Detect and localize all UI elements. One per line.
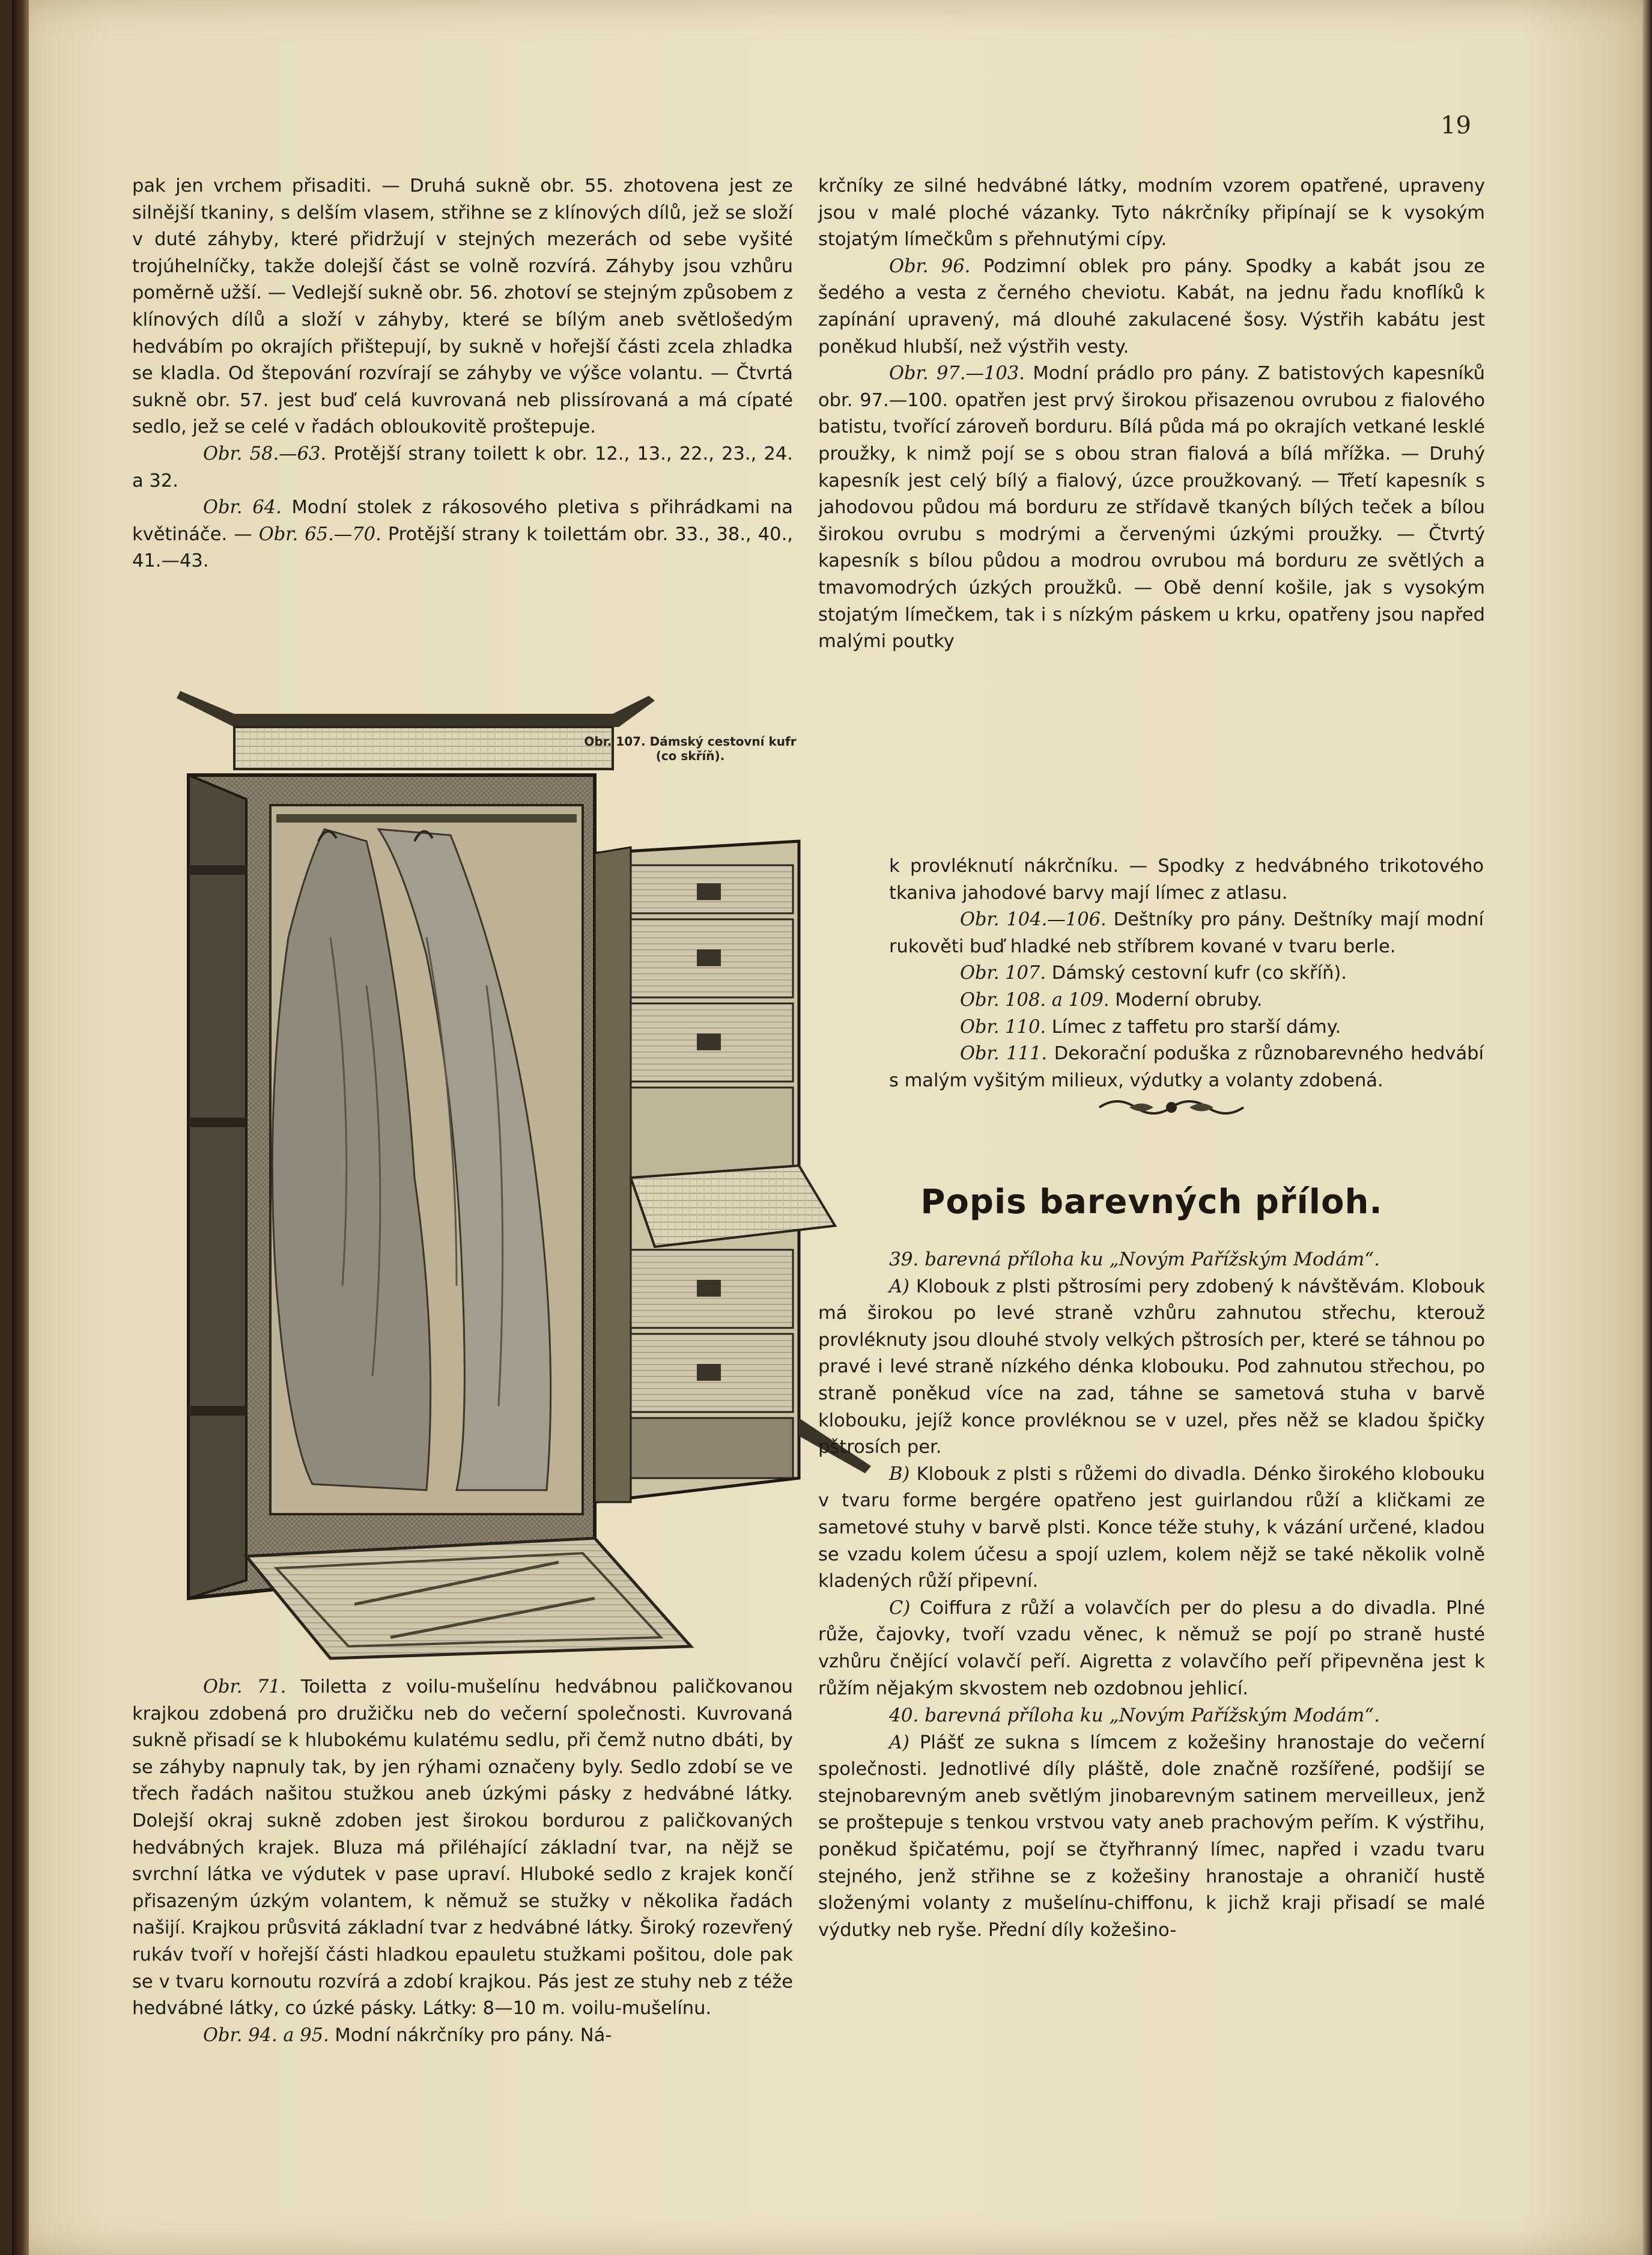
plate-subheading bbox=[818, 1246, 1485, 1274]
paragraph-text: Deštníky pro pány. Deštníky mají modní rukověti buď hladké neb stříbrem kované v tvaru berle. bbox=[889, 909, 1484, 957]
paragraph: krčníky ze silné hedvábné látky, modním vzorem opatřené, upraveny jsou v malé ploché vázanky. Tyto nákrčníky připínají se k vysokým stojatým límečkům s přehnutými cípy. bbox=[818, 175, 1485, 251]
paragraph-text: Toiletta z voilu-mušelínu hedvábnou paličkovanou krajkou zdobená pro družičku neb do večerní společnosti. Kuvrovaná sukně přisadí se k hlubokému kulatému sedlu, při čemž nutno dbáti, by se záhyby napnuly tak, by jen rýhami označeny byly. Sedlo zdobí se ve třech řadách našitou stužkou aneb úzkými pásky z hedvábné látky. Dolejší okraj sukně zdoben jest širokou bordurou z paličkovaných hedvábných krajek. Bluza má přiléhající základní tvar, na nějž se svrchní látka ve výdutek v pase upraví. Hluboké sedlo z krajek končí přisazeným úzkým volantem, k němuž se stužky v několika řadách našijí. Krajkou průsvitá základní tvar z hedvábné látky. Široký rozevřený rukáv tvoří v hořejší části hladkou epauletu stužkami pošitou, dole pak se v tvaru kornoutu rozvírá a zdobí krajkou. Pás jest ze stuhy neb z téže hedvábné látky, co úzké pásky. Látky: 8—10 m. voilu-mušelínu. bbox=[132, 1676, 794, 2019]
paragraph bbox=[818, 1730, 1485, 1944]
paragraph-text: Modní prádlo pro pány. Z batistových kapesníků obr. 97.—100. opatřen jest prvý širokou přisazenou ovrubou z fialového batistu, tvořící zároveň borduru. Bílá půda má po okrajích vetkané lesklé proužky, k nimž pojí se s obou stran fialová a bílá mřížka. — Druhý kapesník jest celý bílý a fialový, úzce proužkovaný. — Třetí kapesník s jahodovou půdou má borduru ze střídavě tkaných bílých teček a bílou širokou ovrubu s modrými a červenými úzkými proužky. — Čtvrtý kapesník s bílou půdou a modrou ovrubou má borduru ze světlých a tmavomodrých úzkých proužků. — Obě denní košile, jak s vysokým stojatým límečkem, tak i s nízkým páskem u krku, opatřeny jsou napřed malými poutky bbox=[818, 363, 1485, 653]
paragraph bbox=[818, 1461, 1485, 1595]
figure-ref: Obr. 65.—70. bbox=[258, 523, 381, 545]
color-plates-section bbox=[818, 1246, 1485, 1944]
paragraph-text: Podzimní oblek pro pány. Spodky a kabát jsou ze šedého a vesta z černého cheviotu. Kabát, na jednu řadu knoflíků k zapínání upravený, má dlouhé zakulacené šosy. Výstřih kabátu jest poněkud hlubší, než výstřih vesty. bbox=[818, 255, 1485, 358]
paragraph-text: Klobouk z plsti s růžemi do divadla. Dénko širokého klobouku v tvaru forme bergére opatřeno jest guirlandou růží a kličkami ze sametové stuhy v barvě plsti. Konce téže stuhy, k vázání určené, kladou se vzadu kolem účesu a spojí uzlem, kolem nějž se také několik volně kladených růží připevní. bbox=[818, 1463, 1485, 1592]
right-column-top bbox=[818, 173, 1485, 656]
ornament-flourish-icon bbox=[1093, 1092, 1250, 1122]
figure-ref: Obr. 104.—106. bbox=[960, 909, 1107, 931]
figure-ref: Obr. 107. bbox=[960, 963, 1046, 984]
figure-ref: Obr. 97.—103. bbox=[889, 363, 1025, 385]
left-column-top bbox=[132, 173, 793, 575]
section-heading: Popis barevných příloh. bbox=[920, 1182, 1383, 1222]
item-label: A) bbox=[889, 1276, 910, 1297]
paragraph-text: Protější strany k toilettám obr. 33., 38., 40., 41.—43. bbox=[132, 523, 793, 572]
paragraph bbox=[889, 907, 1484, 960]
figure-ref: Obr. 108. a 109. bbox=[960, 989, 1110, 1011]
plate-subheading-text: 40. barevná příloha ku „Novým Pařížským Modám“. bbox=[889, 1705, 1380, 1727]
left-column-bottom bbox=[132, 1674, 793, 2049]
figure-ref: Obr. 110. bbox=[960, 1016, 1046, 1038]
paragraph: k provléknutí nákrčníku. — Spodky z hedvábného trikotového tkaniva jahodové barvy mají límec z atlasu. bbox=[889, 856, 1484, 904]
paragraph bbox=[818, 254, 1485, 361]
figure-caption: Obr. 107. Dámský cestovní kufr (co skříň). bbox=[584, 734, 797, 763]
item-label: A) bbox=[889, 1732, 910, 1753]
paragraph-text: Plášť ze sukna s límcem z kožešiny hranostaje do večerní společnosti. Jednotlivé díly pláště, dole značně rozšířené, podšijí se stejnobarevným aneb světlým jinobarevným satinem merveilleux, jenž se proštepuje s tenkou vrstvou vaty aneb prachovým peřím. K výstřihu, poněkud špičatému, pojí se čtyřhranný límec, napřed i vzadu tvaru stejného, jenž střihne se z kožešiny hranostaje a ohraničí hustě složenými volanty z mušelínu-chiffonu, k jichž kraji přisadí se malé výdutky neb ryše. Přední díly kožešino- bbox=[818, 1732, 1485, 1941]
paragraph bbox=[818, 361, 1485, 656]
paragraph-text: Moderní obruby. bbox=[1109, 989, 1263, 1011]
paragraph bbox=[889, 987, 1484, 1014]
figure-ref: Obr. 111. bbox=[960, 1043, 1048, 1065]
figure-ref: Obr. 96. bbox=[889, 255, 971, 277]
paragraph bbox=[889, 960, 1484, 987]
figure-ref: Obr. 64. bbox=[203, 497, 282, 519]
item-label: B) bbox=[889, 1463, 910, 1485]
paragraph-text: Límec z taffetu pro starší dámy. bbox=[1046, 1016, 1341, 1038]
paragraph bbox=[818, 1274, 1485, 1461]
paragraph bbox=[132, 1674, 793, 2022]
paragraph-text: Klobouk z plsti pštrosími pery zdobený k návštěvám. Klobouk má širokou po levé straně vzhůru zahnutou střechu, kterouž provléknuty jsou dlouhé stvoly velkých pštrosích per, které se táhnou po pravé i levé straně nízkého dénka klobouku. Pod zahnutou střechou, po straně poněkud více na zad, táhne se sametová stuha v barvě klobouku, jejíž konce provléknou se v uzel, přes něž se kladou špičky pštrosích per. bbox=[818, 1276, 1485, 1458]
figure-ref: Obr. 58.—63. bbox=[203, 443, 327, 464]
item-label: C) bbox=[889, 1597, 911, 1619]
paragraph bbox=[889, 1014, 1484, 1041]
page bbox=[12, 0, 1652, 2255]
paragraph bbox=[889, 1041, 1484, 1094]
page-number: 19 bbox=[1441, 112, 1471, 139]
paragraph-text: Dámský cestovní kufr (co skříň). bbox=[1046, 963, 1347, 984]
book-spine bbox=[12, 0, 29, 2255]
paragraph-text: Coiffura z růží a volavčích per do plesu a do divadla. Plné růže, čajovky, tvoří vzadu věnec, k němuž se pojí po straně husté vzhůru čnějící volavčí peří. Aigretta z volavčího peří připevněna jest k růžím nějakým skvostem neb ozdobnou jehlicí. bbox=[818, 1597, 1485, 1699]
paragraph bbox=[132, 495, 793, 575]
plate-subheading bbox=[818, 1702, 1485, 1730]
paragraph: pak jen vrchem přisaditi. — Druhá sukně obr. 55. zhotovena jest ze silnější tkaniny, s delším vlasem, střihne se z klínových dílů, jež se složí v duté záhyby, které přidržují v stejných mezerách od sebe vyšité trojúhelníčky, takže dolejší část se volně rozvírá. Záhyby jsou vzhůru poměrně užší. — Vedlejší sukně obr. 56. zhotoví se stejným způsobem z klínových dílů a složí v záhyby, které se bílým aneb světlošedým hedvábím po okrajích přištepují, by sukně v hořejší části zcela zhladka se kladla. Od štepování rozvírají se záhyby ve výšce volantu. — Čtvrtá sukně obr. 57. jest buď celá kuvrovaná neb plissírovaná a má cípaté sedlo, jež se celé v řadách obloukovitě proštepuje. bbox=[132, 175, 793, 438]
right-column-middle bbox=[889, 853, 1484, 1094]
plate-subheading-text: 39. barevná příloha ku „Novým Pařížským Modám“. bbox=[889, 1249, 1380, 1270]
page-edge bbox=[1642, 0, 1652, 2255]
paragraph bbox=[818, 1595, 1485, 1702]
paragraph-text: Modní nákrčníky pro pány. Ná- bbox=[329, 2024, 612, 2046]
paragraph bbox=[132, 441, 793, 495]
figure-ref: Obr. 71. bbox=[203, 1676, 287, 1697]
paragraph-text: Modní stolek z rákosového pletiva s přihrádkami na květináče. — bbox=[132, 497, 793, 545]
figure-ref: Obr. 94. a 95. bbox=[203, 2024, 329, 2046]
paragraph-text: Protější strany toilett k obr. 12., 13., 22., 23., 24. a 32. bbox=[132, 443, 793, 491]
paragraph-text: Dekorační poduška z různobarevného hedvábí s malým vyšitým milieux, výdutky a volanty zdobená. bbox=[889, 1043, 1484, 1091]
trunk-illustration bbox=[174, 685, 895, 1670]
paragraph bbox=[132, 2022, 793, 2050]
